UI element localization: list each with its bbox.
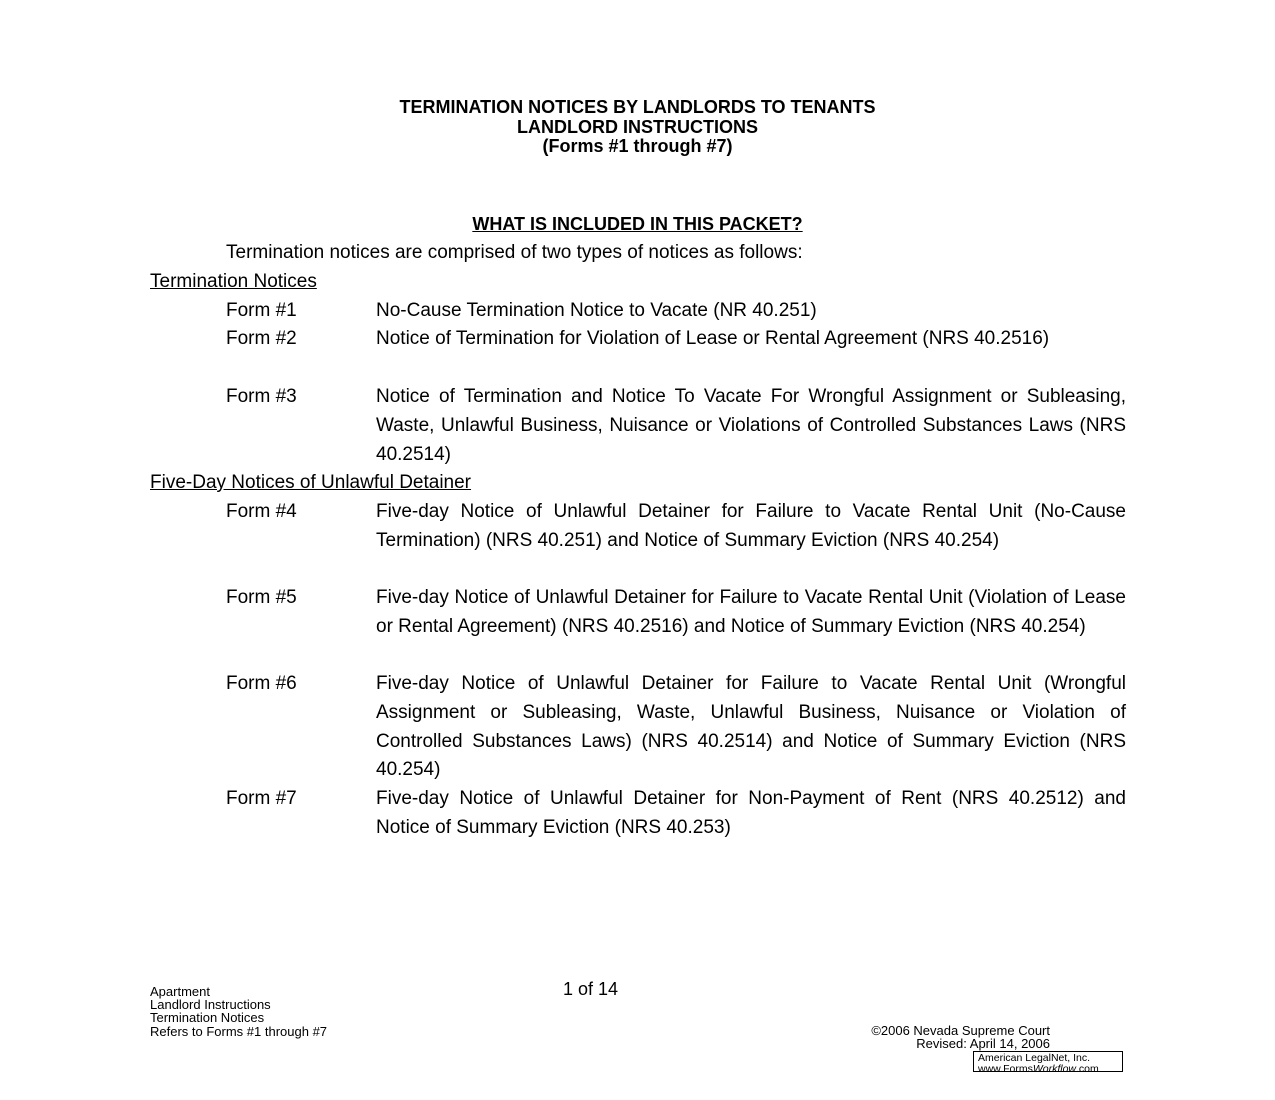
- legalnet-url-prefix: www.Forms: [978, 1062, 1033, 1075]
- section-heading-termination-notices: Termination Notices: [150, 271, 317, 292]
- document-title-block: [0, 98, 1275, 157]
- footer-line: Refers to Forms #1 through #7: [150, 1023, 328, 1039]
- legalnet-url-italic: Workflow: [1032, 1062, 1077, 1075]
- form-description: Five-day Notice of Unlawful Detainer for Failure to Vacate Rental Unit (No-Cause Termination) (NRS 40.251) and Notice of Summary Eviction (NRS 40.254): [376, 501, 1126, 551]
- form-number: Form #7: [226, 788, 297, 809]
- legalnet-company: American LegalNet, Inc.: [978, 1052, 1091, 1064]
- form-number: Form #6: [226, 673, 297, 694]
- section-heading-five-day-notices: Five-Day Notices of Unlawful Detainer: [150, 472, 472, 493]
- form-number: Form #2: [226, 328, 297, 349]
- form-number: Form #3: [226, 386, 297, 407]
- form-description: Notice of Termination for Violation of Lease or Rental Agreement (NRS 40.2516): [376, 328, 1050, 349]
- document-subtitle: LANDLORD INSTRUCTIONS: [517, 116, 758, 137]
- revised-date: Revised: April 14, 2006: [916, 1036, 1050, 1052]
- form-description: Notice of Termination and Notice To Vacate For Wrongful Assignment or Subleasing, Waste, Unlawful Business, Nuisance or Violations of Controlled Substances Laws (NRS 40.2514): [376, 386, 1126, 465]
- page-number: 1 of 14: [563, 979, 619, 999]
- intro-paragraph: Termination notices are comprised of two types of notices as follows:: [226, 242, 803, 263]
- form-description: Five-day Notice of Unlawful Detainer for Failure to Vacate Rental Unit (Wrongful Assignment or Subleasing, Waste, Unlawful Business, Nuisance or Violation of Controlled Substances Laws) (NRS 40.2514) and Notice of Summary Eviction (NRS 40.254): [376, 673, 1126, 781]
- document-title: TERMINATION NOTICES BY LANDLORDS TO TENANTS: [399, 97, 876, 117]
- form-number: Form #5: [226, 587, 297, 608]
- form-number: Form #1: [226, 300, 297, 321]
- footer-document-info: [150, 985, 327, 1038]
- forms-range: (Forms #1 through #7): [542, 136, 733, 156]
- legalnet-stamp: [973, 1051, 1123, 1075]
- legalnet-url: [978, 1064, 1122, 1075]
- footer-line: Termination Notices: [150, 1010, 265, 1026]
- footer-line: Apartment: [150, 984, 210, 999]
- form-description: Five-day Notice of Unlawful Detainer for Non-Payment of Rent (NRS 40.2512) and Notice of Summary Eviction (NRS 40.253): [376, 788, 1126, 838]
- copyright-line: ©2006 Nevada Supreme Court: [871, 1023, 1050, 1038]
- form-description: Five-day Notice of Unlawful Detainer for Failure to Vacate Rental Unit (Violation of Lease or Rental Agreement) (NRS 40.2516) and Notice of Summary Eviction (NRS 40.254): [376, 587, 1126, 637]
- form-description: No-Cause Termination Notice to Vacate (NR 40.251): [376, 300, 817, 321]
- footer-line: Landlord Instructions: [150, 997, 271, 1013]
- legalnet-url-suffix: .com: [1076, 1062, 1099, 1075]
- footer-copyright: [871, 1024, 1050, 1050]
- form-number: Form #4: [226, 501, 297, 522]
- packet-heading: WHAT IS INCLUDED IN THIS PACKET?: [472, 214, 803, 234]
